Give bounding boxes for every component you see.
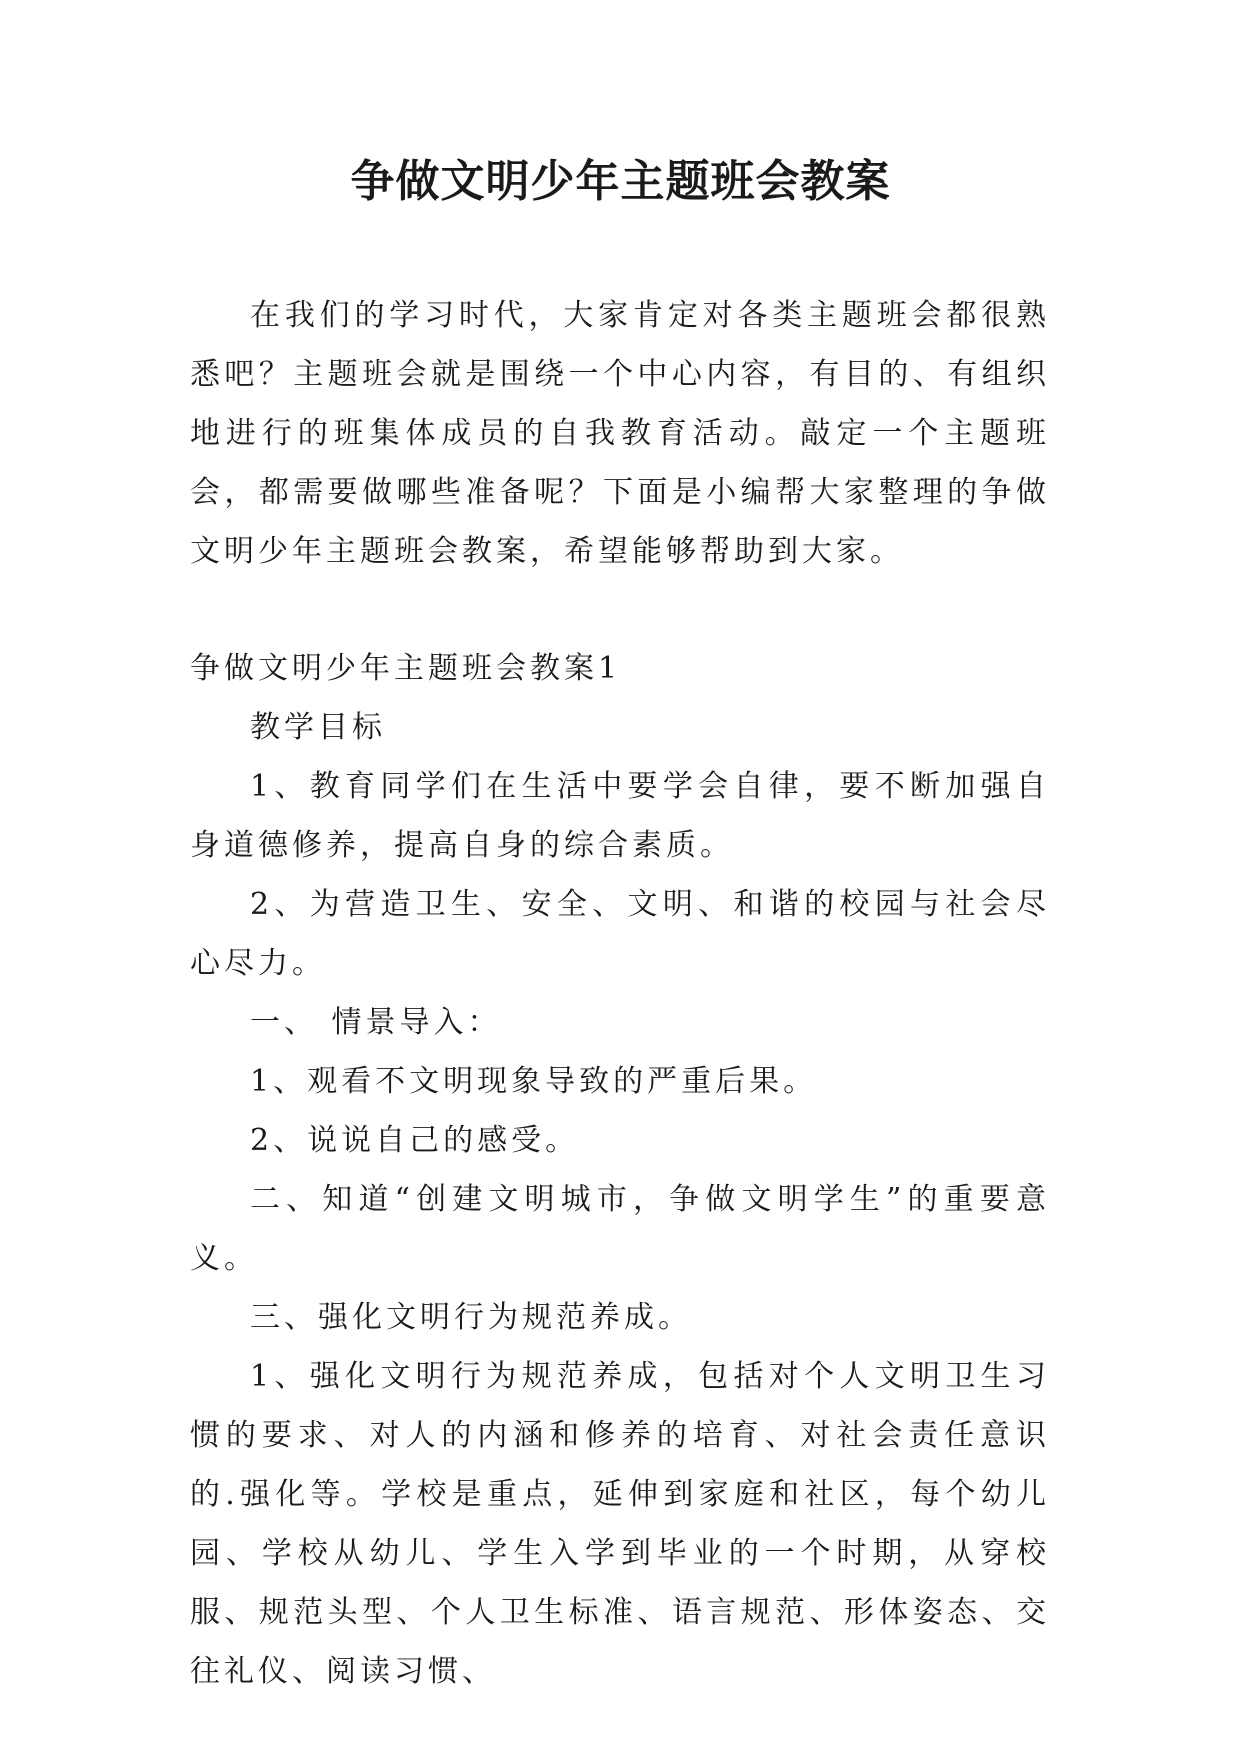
body-paragraph: 教学目标 bbox=[250, 710, 386, 745]
body-paragraph: 1、观看不文明现象导致的严重后果。 bbox=[250, 1064, 818, 1099]
body-paragraph: 1、教育同学们在生活中要学会自律，要不断加强自身道德修养，提高自身的综合素质。 bbox=[190, 769, 1050, 863]
body-paragraph: 三、强化文明行为规范养成。 bbox=[250, 1300, 692, 1335]
body-paragraph: 2、为营造卫生、安全、文明、和谐的校园与社会尽心尽力。 bbox=[190, 887, 1050, 981]
body-paragraph: 1、强化文明行为规范养成，包括对个人文明卫生习惯的要求、对人的内涵和修养的培育、对社会责任意识的.强化等。学校是重点，延伸到家庭和社区，每个幼儿园、学校从幼儿、学生入学到毕业的一个时期，从穿校服、规范头型、个人卫生标准、语言规范、形体姿态、交往礼仪、阅读习惯、 bbox=[190, 1359, 1050, 1689]
body-paragraph: 二、知道“创建文明城市，争做文明学生”的重要意义。 bbox=[190, 1182, 1050, 1276]
section-heading: 争做文明少年主题班会教案1 bbox=[190, 651, 622, 686]
document-body bbox=[190, 286, 1050, 1701]
document-title: 争做文明少年主题班会教案 bbox=[350, 156, 891, 207]
body-paragraph: 一、 情景导入： bbox=[250, 1005, 502, 1040]
body-paragraph: 2、说说自己的感受。 bbox=[250, 1123, 580, 1158]
intro-paragraph: 在我们的学习时代，大家肯定对各类主题班会都很熟悉吧？主题班会就是围绕一个中心内容，有目的、有组织地进行的班集体成员的自我教育活动。敲定一个主题班会，都需要做哪些准备呢？下面是小编帮大家整理的争做文明少年主题班会教案，希望能够帮助到大家。 bbox=[190, 298, 1050, 569]
